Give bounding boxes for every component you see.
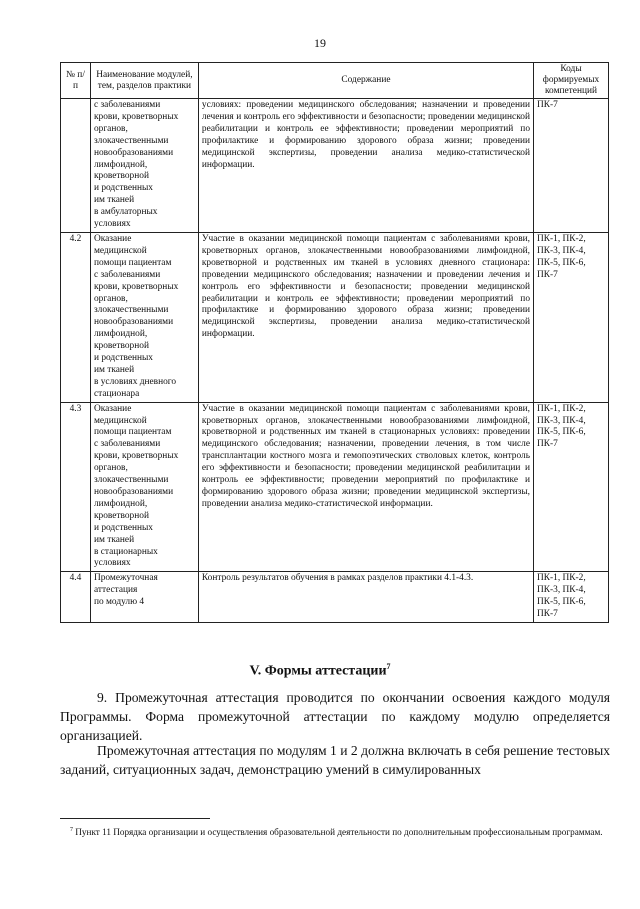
module-name-line: помощи пациентам bbox=[93, 427, 172, 438]
row-number: 4.2 bbox=[61, 232, 91, 402]
section-title: V. Формы аттестации bbox=[249, 663, 387, 679]
page-number: 19 bbox=[314, 36, 326, 50]
footnote-text: Пункт 11 Порядка организации и осуществления образовательной деятельности по дополнительным профессиональным программам. bbox=[75, 827, 603, 838]
competency-codes bbox=[534, 402, 609, 572]
table-row bbox=[61, 232, 609, 402]
module-name-line: аттестация bbox=[93, 585, 138, 596]
module-name-line: новообразованиями bbox=[93, 147, 174, 158]
table-row bbox=[61, 572, 609, 623]
module-name-line: органов, bbox=[93, 293, 128, 304]
module-name-line: органов, bbox=[93, 123, 128, 134]
table-header-row bbox=[61, 63, 609, 99]
competency-code-line: ПК-1, ПК-2, bbox=[537, 233, 586, 244]
section-heading bbox=[0, 662, 640, 680]
module-name-line: условиях bbox=[93, 558, 131, 569]
module-name-line: кроветворной bbox=[93, 510, 149, 521]
competency-code-line: ПК-3, ПК-4, bbox=[537, 245, 586, 256]
module-name-line: крови, кроветворных bbox=[93, 451, 179, 462]
competency-codes bbox=[534, 99, 609, 233]
module-name-line: условиях bbox=[93, 219, 131, 230]
module-name bbox=[90, 572, 198, 623]
row-number: 4.3 bbox=[61, 402, 91, 572]
competency-code-line: ПК-1, ПК-2, bbox=[537, 403, 586, 414]
module-name-line: крови, кроветворных bbox=[93, 281, 179, 292]
module-content: Контроль результатов обучения в рамках разделов практики 4.1-4.3. bbox=[198, 572, 533, 623]
module-name-line: по модулю 4 bbox=[93, 597, 145, 608]
footnote bbox=[60, 824, 610, 839]
competency-code-line: ПК-7 bbox=[537, 439, 558, 450]
module-name-line: в условиях дневного bbox=[93, 376, 177, 387]
module-name-line: им тканей bbox=[93, 364, 135, 375]
module-name-line: с заболеваниями bbox=[93, 439, 161, 450]
table-body bbox=[61, 99, 609, 623]
table-row bbox=[61, 99, 609, 233]
header-codes: Коды формируемых компетенций bbox=[534, 63, 609, 99]
module-name-line: с заболеваниями bbox=[93, 100, 161, 110]
module-name-line: крови, кроветворных bbox=[93, 111, 179, 122]
module-name-line: лимфоидной, bbox=[93, 329, 148, 340]
header-content: Содержание bbox=[198, 63, 533, 99]
competency-code-line: ПК-5, ПК-6, bbox=[537, 597, 586, 608]
module-name-line: органов, bbox=[93, 463, 128, 474]
module-name-line: и родственных bbox=[93, 353, 153, 364]
module-content: условиях: проведении медицинского обследования; назначении и проведении лечения и контроль его эффективности и безопасности; проведении медицинской реабилитации и контроль ее эффективности; проведении мероприятий по профилактике и формированию здорового образа жизни; проведении медицинской экспертизы, проведении анализа медико-статистической информации. bbox=[198, 99, 533, 233]
competency-code-line: ПК-3, ПК-4, bbox=[537, 585, 586, 596]
module-name-line: Промежуточная bbox=[93, 573, 158, 584]
module-name-line: Оказание bbox=[93, 233, 132, 244]
module-name-line: медицинской bbox=[93, 415, 147, 426]
paragraph-intermediate-attestation: Промежуточная аттестация по модулям 1 и 2 должна включать в себя решение тестовых заданий, ситуационных задач, демонстрацию умений в симулированных bbox=[60, 743, 610, 777]
module-name-line: злокачественными bbox=[93, 135, 169, 146]
competency-code-line: ПК-7 bbox=[537, 100, 558, 110]
competency-code-line: ПК-1, ПК-2, bbox=[537, 573, 586, 584]
paragraph-9: 9. Промежуточная аттестация проводится по окончании освоения каждого модуля Программы. Форма промежуточной аттестации по каждому модулю определяется организацией. bbox=[60, 690, 610, 743]
module-name-line: новообразованиями bbox=[93, 317, 174, 328]
module-name-line: и родственных bbox=[93, 522, 153, 533]
row-number bbox=[61, 99, 91, 233]
module-name-line: помощи пациентам bbox=[93, 257, 172, 268]
module-name-line: лимфоидной, bbox=[93, 159, 148, 170]
competency-code-line: ПК-5, ПК-6, bbox=[537, 257, 586, 268]
section-footnote-mark: 7 bbox=[386, 662, 391, 671]
module-name-line: злокачественными bbox=[93, 475, 169, 486]
competency-codes bbox=[534, 572, 609, 623]
module-name-line: новообразованиями bbox=[93, 487, 174, 497]
module-content: Участие в оказании медицинской помощи пациентам с заболеваниями крови, кроветворных органов, злокачественными новообразованиями лимфоидной, кроветворной и родственных им тканей в условиях дневного стационара: проведении медицинского обследования; назначении и проведении лечения и контроль его эффективности и безопасности; проведении медицинской реабилитации и контроль ее эффективности; проведении мероприятий по профилактике и формированию здорового образа жизни; проведении медицинской экспертизы, проведении анализа медико-статистической информации. bbox=[198, 232, 533, 402]
module-name bbox=[90, 99, 198, 233]
competency-code-line: ПК-5, ПК-6, bbox=[537, 427, 586, 438]
header-num: № п/п bbox=[61, 63, 91, 99]
module-name-line: медицинской bbox=[93, 245, 147, 256]
module-name bbox=[90, 402, 198, 572]
footnote-divider bbox=[60, 818, 210, 819]
module-name-line: Оказание bbox=[93, 403, 132, 414]
module-name-line: лимфоидной, bbox=[93, 498, 148, 509]
module-name-line: кроветворной bbox=[93, 341, 149, 352]
module-name-line: в стационарных bbox=[93, 546, 158, 557]
competency-code-line: ПК-7 bbox=[537, 609, 558, 620]
module-name-line: злокачественными bbox=[93, 305, 169, 316]
module-name-line: в амбулаторных bbox=[93, 207, 158, 218]
competency-code-line: ПК-3, ПК-4, bbox=[537, 415, 586, 426]
row-number: 4.4 bbox=[61, 572, 91, 623]
module-name-line: стационара bbox=[93, 388, 140, 399]
module-name-line: и родственных bbox=[93, 183, 153, 194]
footnote-mark: 7 bbox=[70, 827, 73, 833]
table-row bbox=[61, 402, 609, 572]
module-name bbox=[90, 232, 198, 402]
module-name-line: с заболеваниями bbox=[93, 269, 161, 280]
module-name-line: кроветворной bbox=[93, 171, 149, 182]
header-name: Наименование модулей, тем, разделов практики bbox=[90, 63, 198, 99]
modules-table bbox=[60, 62, 609, 623]
module-name-line: им тканей bbox=[93, 534, 135, 545]
module-content: Участие в оказании медицинской помощи пациентам с заболеваниями крови, кроветворных органов, злокачественными новообразованиями лимфоидной, кроветворной и родственных им тканей в стационарных условиях: проведении медицинского обследования; назначении, проведении лечения, в том числе трансплантации костного мозга и гемопоэтических стволовых клеток, контроль его эффективности и безопасности; проведении медицинской реабилитации и контроль ее эффективности; проведении мероприятий по профилактике и формированию здорового образа жизни; проведении медицинской экспертизы, проведении анализа медико-статистической информации. bbox=[198, 402, 533, 572]
competency-codes bbox=[534, 232, 609, 402]
module-name-line: им тканей bbox=[93, 195, 135, 206]
competency-code-line: ПК-7 bbox=[537, 269, 558, 280]
